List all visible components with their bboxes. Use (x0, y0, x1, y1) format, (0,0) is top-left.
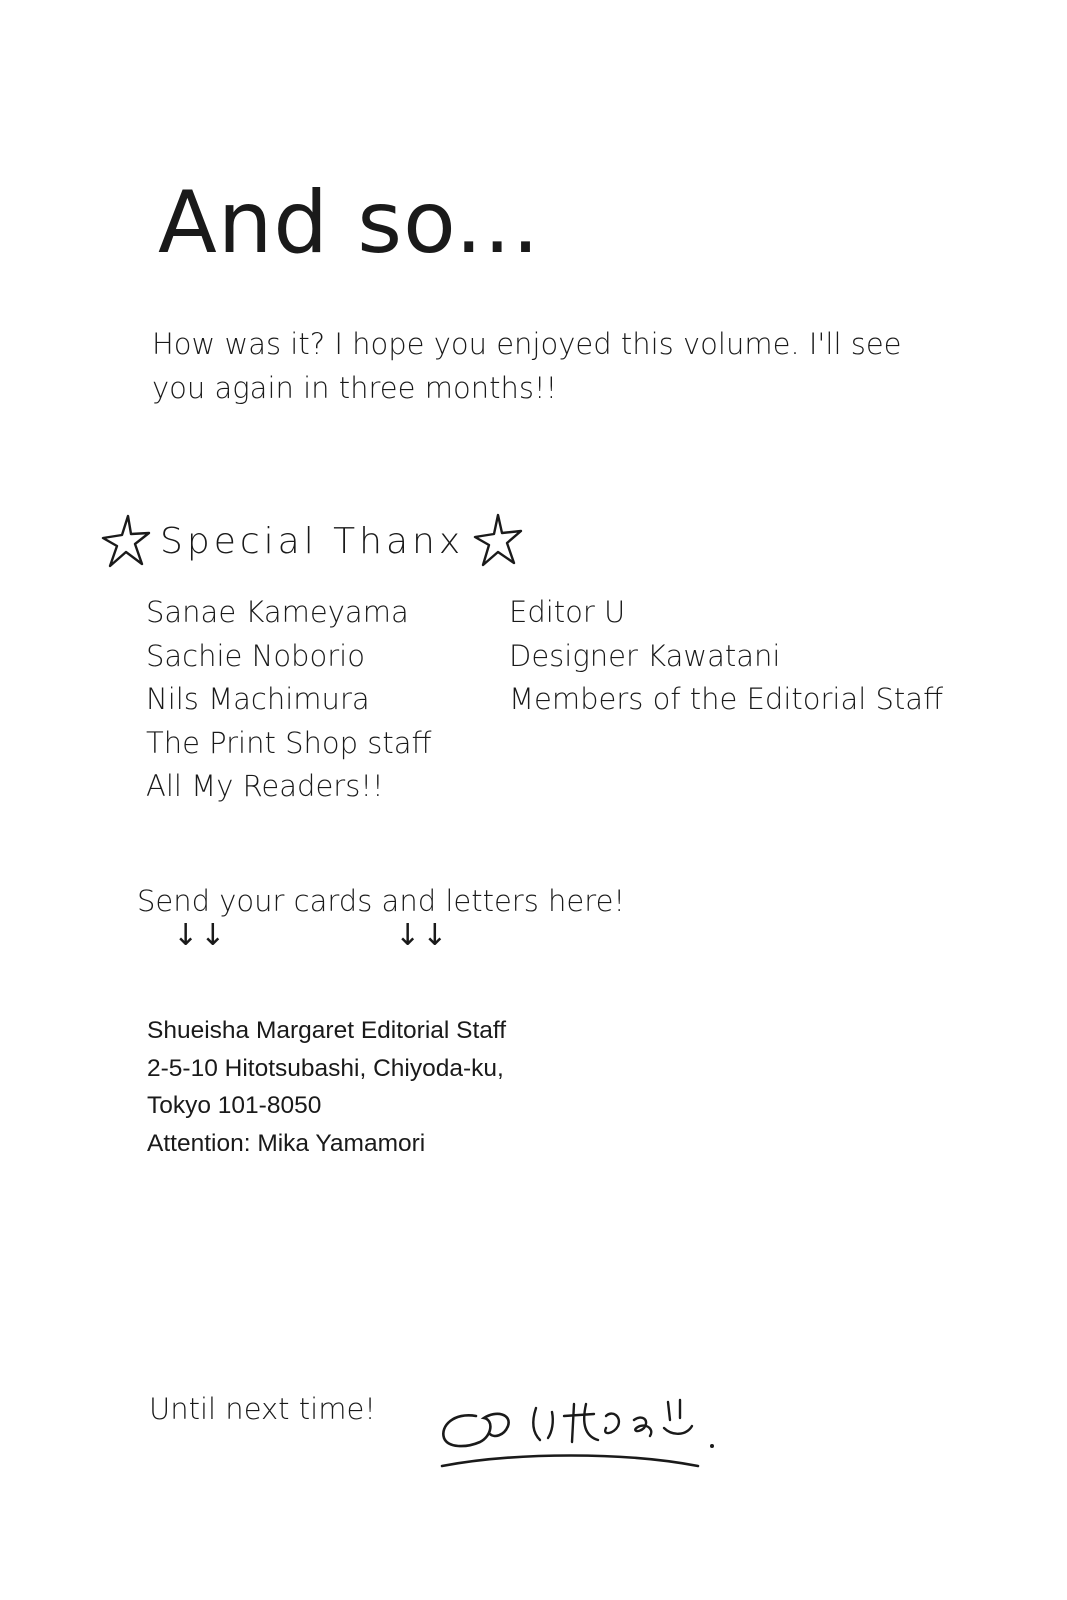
intro-paragraph: How was it? I hope you enjoyed this volume. I'll see you again in three months!! (152, 327, 902, 405)
send-letters-note: Send your cards and letters here! (137, 884, 626, 918)
list-item: Nils Machimura (146, 682, 370, 716)
special-thanks-header (100, 502, 524, 580)
list-item: The Print Shop staff (146, 725, 432, 760)
star-icon (100, 512, 152, 570)
closing-note: Until next time! (149, 1392, 376, 1426)
address-line: Attention: Mika Yamamori (147, 1129, 426, 1157)
down-arrows-icon: ↓↓ (395, 918, 450, 953)
star-icon (472, 512, 524, 570)
address-line: Shueisha Margaret Editorial Staff (147, 1017, 507, 1044)
list-item: Sanae Kameyama (146, 595, 409, 629)
list-item: Members of the Editorial Staff (509, 682, 944, 716)
mailing-address (147, 1012, 506, 1162)
author-signature (436, 1390, 726, 1480)
list-item: Sachie Noborio (146, 638, 365, 673)
list-item: Designer Kawatani (509, 638, 781, 673)
page-title: And so... (158, 173, 541, 273)
down-arrows-icon: ↓↓ (173, 918, 228, 953)
list-item: All My Readers!! (146, 769, 384, 803)
special-thanks-title: Special Thanx (160, 520, 465, 562)
address-line: 2-5-10 Hitotsubashi, Chiyoda-ku, (147, 1054, 504, 1082)
list-item: Editor U (509, 595, 626, 629)
special-thanks-list-right (509, 591, 943, 722)
special-thanks-list-left (146, 591, 431, 809)
address-line: Tokyo 101-8050 (147, 1092, 322, 1119)
